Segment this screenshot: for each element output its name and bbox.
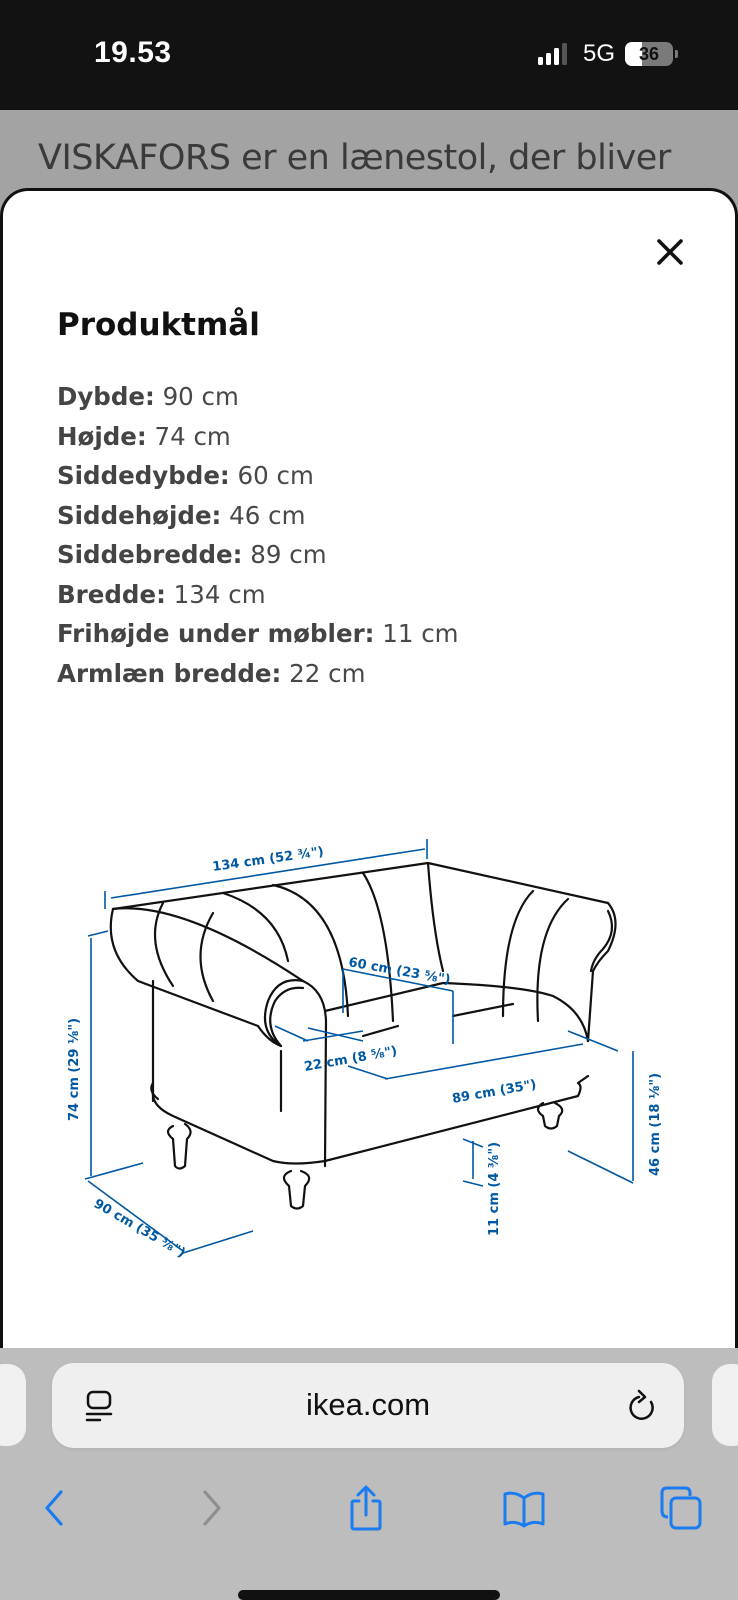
network-type: 5G bbox=[582, 40, 615, 67]
dimension-value: 46 cm bbox=[229, 500, 306, 530]
browser-toolbar bbox=[0, 1478, 738, 1538]
dimension-label: Siddehøjde: bbox=[57, 500, 222, 530]
dimension-armrest-width bbox=[57, 654, 459, 694]
dimension-height bbox=[57, 417, 459, 457]
dimension-label: Armlæn bredde: bbox=[57, 658, 282, 688]
share-icon bbox=[346, 1485, 386, 1531]
sheet-title: Produktmål bbox=[57, 307, 260, 343]
product-dimensions-sheet bbox=[0, 188, 738, 1348]
bookmarks-button[interactable] bbox=[494, 1478, 554, 1538]
reload-icon[interactable] bbox=[626, 1387, 660, 1425]
tabs-icon bbox=[659, 1485, 705, 1531]
tabs-button[interactable] bbox=[652, 1478, 712, 1538]
forward-icon bbox=[197, 1488, 227, 1528]
dimension-seat-width bbox=[57, 535, 459, 575]
dimension-depth bbox=[57, 377, 459, 417]
dimension-label: Frihøjde under møbler: bbox=[57, 619, 375, 648]
dimension-clearance bbox=[57, 614, 459, 654]
dimension-width bbox=[57, 575, 459, 615]
dimensions-list bbox=[57, 377, 459, 693]
dimension-value: 134 cm bbox=[173, 579, 266, 609]
signal-icon bbox=[538, 43, 567, 65]
dimension-label: Siddebredde: bbox=[57, 540, 243, 569]
dimension-seat-height bbox=[57, 496, 459, 536]
battery-icon bbox=[625, 42, 673, 66]
forward-button[interactable] bbox=[182, 1478, 242, 1538]
label-width: 134 cm (52 ¾") bbox=[211, 844, 325, 875]
status-indicators bbox=[538, 40, 678, 68]
battery-tip bbox=[675, 50, 678, 58]
dimension-value: 74 cm bbox=[154, 421, 231, 451]
status-bar bbox=[0, 0, 738, 110]
back-icon bbox=[39, 1488, 69, 1528]
home-indicator[interactable] bbox=[238, 1590, 500, 1600]
browser-bottom-bar bbox=[0, 1348, 738, 1600]
dimension-value: 22 cm bbox=[289, 658, 366, 688]
url-text[interactable]: ikea.com bbox=[305, 1387, 431, 1422]
label-seat-depth: 60 cm (23 ⅝") bbox=[347, 955, 452, 988]
next-tab-peek[interactable] bbox=[712, 1364, 738, 1446]
label-height: 74 cm (29 ⅛") bbox=[67, 1017, 82, 1121]
dimension-label: Dybde: bbox=[57, 382, 155, 411]
dimension-label: Højde: bbox=[57, 421, 147, 451]
label-seat-height: 46 cm (18 ⅛") bbox=[648, 1072, 663, 1176]
dimension-value: 89 cm bbox=[250, 540, 327, 569]
dimension-seat-depth bbox=[57, 456, 459, 496]
dimension-label: Bredde: bbox=[57, 579, 166, 609]
close-button[interactable] bbox=[653, 235, 687, 269]
bookmarks-icon bbox=[501, 1488, 547, 1528]
back-button[interactable] bbox=[24, 1478, 84, 1538]
background-product-description: VISKAFORS er en lænestol, der bliver bbox=[38, 138, 671, 178]
dimension-value: 90 cm bbox=[162, 382, 239, 411]
label-seat-width: 89 cm (35") bbox=[451, 1077, 538, 1107]
label-depth: 90 cm (35 ⅜") bbox=[91, 1196, 188, 1262]
status-time: 19.53 bbox=[94, 36, 172, 69]
previous-tab-peek[interactable] bbox=[0, 1364, 26, 1446]
dimension-label: Siddedybde: bbox=[57, 461, 230, 490]
label-clearance: 11 cm (4 ⅜") bbox=[487, 1141, 502, 1236]
dimension-value: 11 cm bbox=[382, 619, 459, 648]
label-arm-width: 22 cm (8 ⅝") bbox=[303, 1043, 399, 1075]
address-bar[interactable] bbox=[52, 1363, 684, 1448]
close-icon bbox=[653, 235, 687, 269]
share-button[interactable] bbox=[336, 1478, 396, 1538]
battery-level: 36 bbox=[638, 44, 660, 64]
armchair-dimension-diagram bbox=[63, 821, 683, 1281]
dimension-value: 60 cm bbox=[237, 461, 314, 490]
